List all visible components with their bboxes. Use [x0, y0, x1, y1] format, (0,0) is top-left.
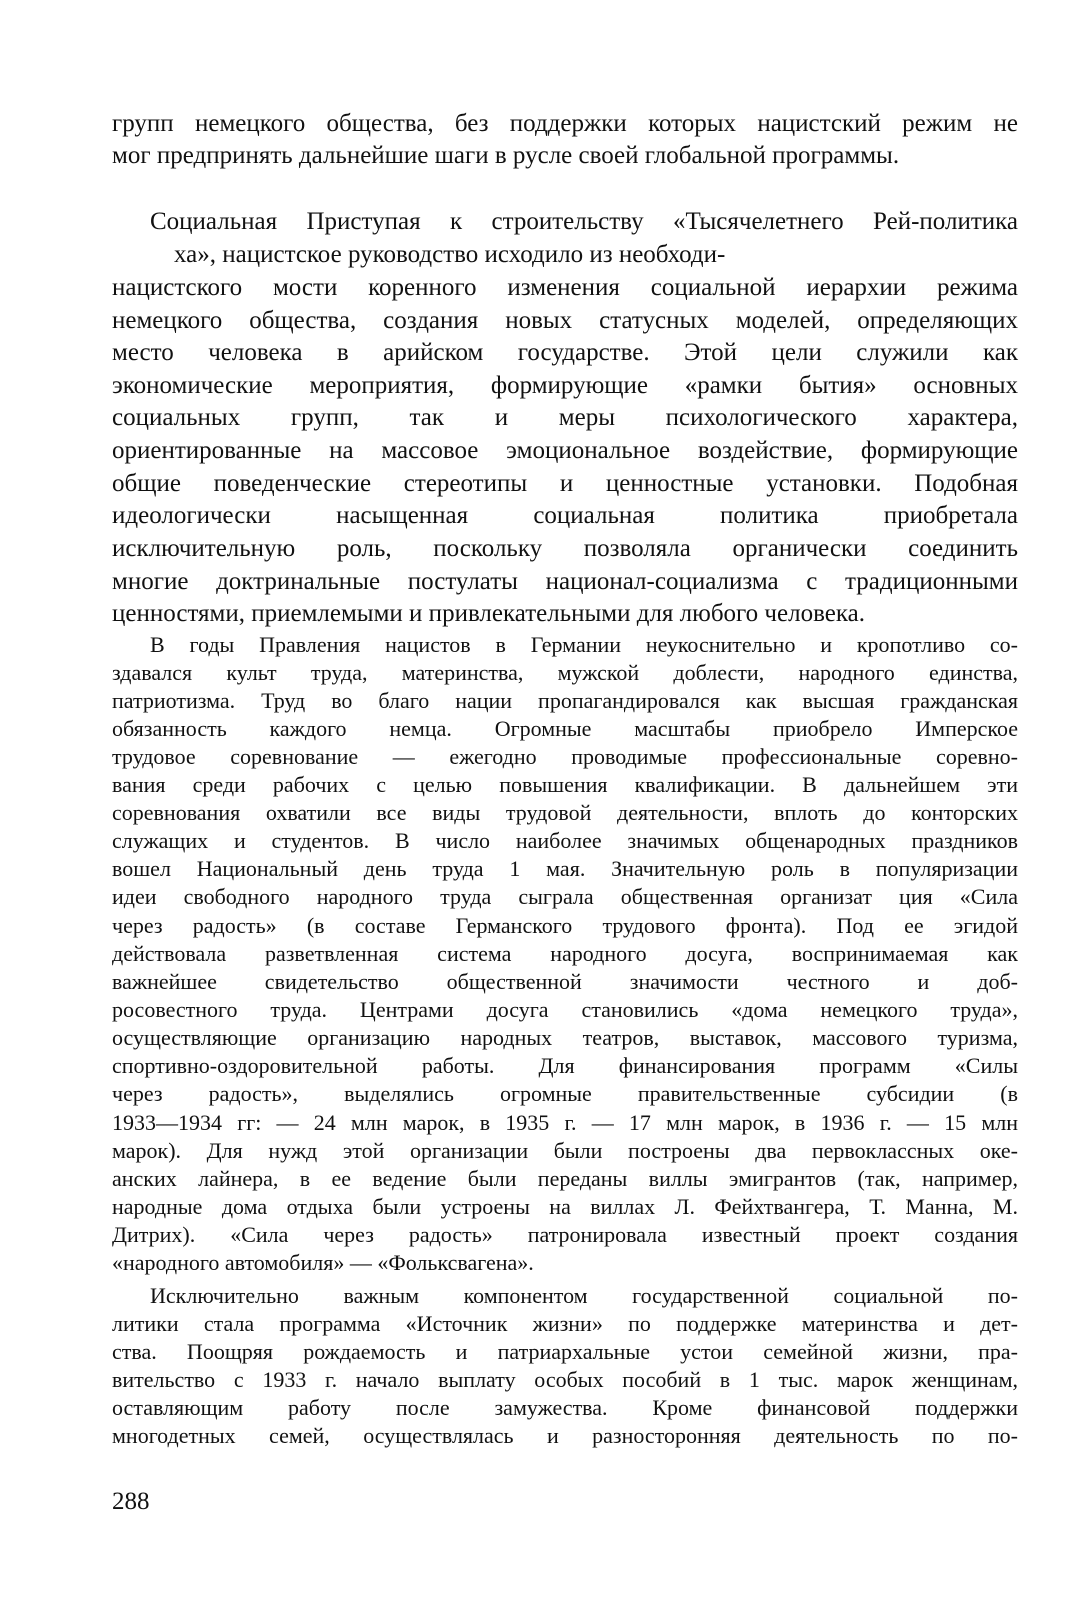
text-line: обязанность каждого немца. Огромные масштабы приобрело Имперское: [112, 716, 1018, 741]
text-line: здавался культ труда, материнства, мужской доблести, народного единства,: [112, 660, 1018, 685]
text-line: «народного автомобиля» — «Фольксвагена».: [112, 1250, 534, 1275]
text-line: росовестного труда. Центрами досуга становились «дома немецкого труда»,: [112, 997, 1018, 1022]
text-line: трудовое соревнование — ежегодно проводимые профессиональные соревно-: [112, 744, 1018, 769]
text-line: вошел Национальный день труда 1 мая. Значительную роль в популяризации: [112, 856, 1018, 881]
text-line: действовала разветвленная система народного досуга, воспринимаемая как: [112, 941, 1018, 966]
text-line: экономические мероприятия, формирующие «рамки бытия» основных: [112, 372, 1018, 399]
text-line: ства. Поощряя рождаемость и патриархальные устои семейной жизни, пра-: [112, 1339, 1018, 1364]
text-line: мог предпринять дальнейшие шаги в русле своей глобальной программы.: [112, 142, 900, 169]
text-line: многодетных семей, осуществлялась и разносторонняя деятельность по по-: [112, 1423, 1018, 1448]
text-line: анских лайнера, в ее ведение были переданы виллы эмигрантов (так, например,: [112, 1166, 1018, 1191]
text-line: вания среди рабочих с целью повышения квалификации. В дальнейшем эти: [112, 772, 1018, 797]
text-line: многие доктринальные постулаты национал-социализма с традиционными: [112, 568, 1018, 595]
text-line: место человека в арийском государстве. Этой цели служили как: [112, 339, 1018, 366]
text-line: народные дома отдыха были устроены на виллах Л. Фейхтвангера, Т. Манна, М.: [112, 1194, 1018, 1219]
text-line: немецкого общества, создания новых статусных моделей, определяющих: [112, 307, 1018, 334]
text-line: исключительную роль, поскольку позволяла органически соединить: [112, 535, 1018, 562]
text-line: патриотизма. Труд во благо нации пропагандировался как высшая гражданская: [112, 688, 1018, 713]
text-line: идеологически насыщенная социальная политика приобретала: [112, 502, 1018, 529]
text-line: литики стала программа «Источник жизни» по поддержке материнства и дет-: [112, 1311, 1018, 1336]
text-line: Дитрих). «Сила через радость» патронировала известный проект создания: [112, 1222, 1018, 1247]
text-line: соревнования охватили все виды трудовой деятельности, вплоть до конторских: [112, 800, 1018, 825]
text-line: вительство с 1933 г. начало выплату особых пособий в 1 тыс. марок женщинам,: [112, 1367, 1018, 1392]
text-line: идеи свободного народного труда сыграла общественная организат ция «Сила: [112, 884, 1018, 909]
text-line: через радость», выделялись огромные правительственные субсидии (в: [112, 1081, 1018, 1106]
text-line: групп немецкого общества, без поддержки которых нацистский режим не: [112, 110, 1018, 137]
text-line: 1933—1934 гг: — 24 млн марок, в 1935 г. — 17 млн марок, в 1936 г. — 15 млн: [112, 1110, 1018, 1135]
text-line: служащих и студентов. В число наиболее значимых общенародных праздников: [112, 828, 1018, 853]
text-line: ха», нацистское руководство исходило из необходи-: [174, 241, 726, 268]
text-line: важнейшее свидетельство общественной значимости честного и доб-: [112, 969, 1018, 994]
text-line: Исключительно важным компонентом государственной социальной по-: [150, 1283, 1018, 1308]
text-line: ценностями, приемлемыми и привлекательными для любого человека.: [112, 600, 865, 627]
text-line: социальных групп, так и меры психологического характера,: [112, 404, 1018, 431]
text-line: марок). Для нужд этой организации были построены два первоклассных оке-: [112, 1138, 1018, 1163]
text-line: В годы Правления нацистов в Германии неукоснительно и кропотливо со-: [150, 632, 1018, 657]
text-line: общие поведенческие стереотипы и ценностные установки. Подобная: [112, 470, 1018, 497]
text-line: спортивно-оздоровительной работы. Для финансирования программ «Силы: [112, 1053, 1018, 1078]
text-line: оставляющим работу после замужества. Кроме финансовой поддержки: [112, 1395, 1018, 1420]
text-line: ориентированные на массовое эмоциональное воздействие, формирующие: [112, 437, 1018, 464]
text-line: через радость» (в составе Германского трудового фронта). Под ее эгидой: [112, 913, 1018, 938]
text-line: нацистского мости коренного изменения социальной иерархии режима: [112, 274, 1018, 301]
text-line: осуществляющие организацию народных театров, выставок, массового туризма,: [112, 1025, 1018, 1050]
text-line: Социальная Приступая к строительству «Тысячелетнего Рей-политика: [150, 208, 1018, 235]
page-number: 288: [112, 1488, 150, 1515]
